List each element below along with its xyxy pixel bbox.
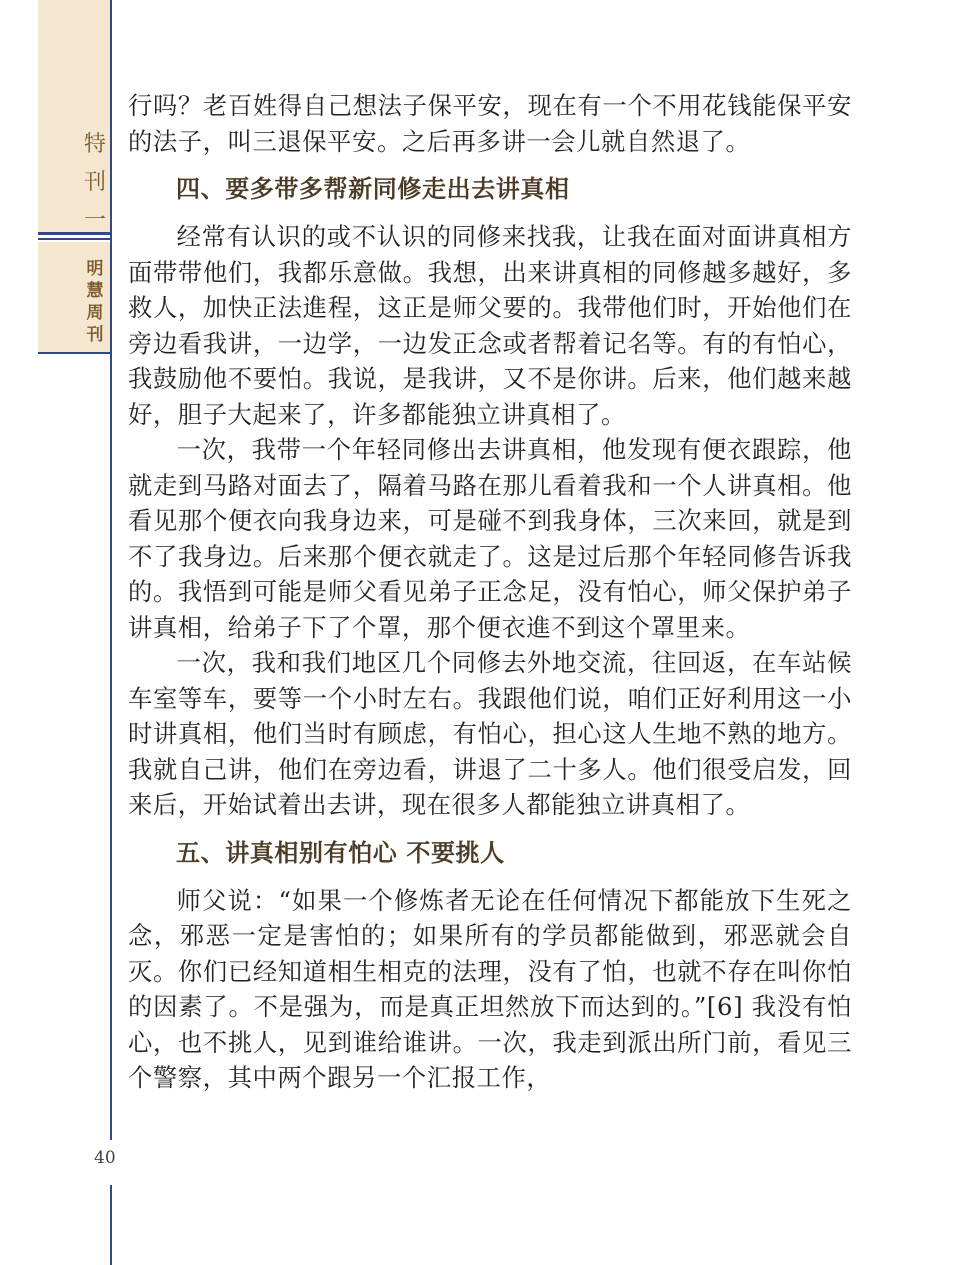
- paragraph: 行吗？老百姓得自己想法子保平安，现在有一个不用花钱能保平安的法子，叫三退保平安。之后再多讲一会儿就自然退了。: [128, 91, 852, 156]
- paragraph: 经常有认识的或不认识的同修来找我，让我在面对面讲真相方面带带他们，我都乐意做。我想，出来讲真相的同修越多越好，多救人，加快正法進程，这正是师父要的。我带他们时，开始他们在旁边看我讲，一边学，一边发正念或者帮着记名等。有的有怕心，我鼓励他不要怕。我说，是我讲，又不是你讲。后来，他们越来越好，胆子大起来了，许多都能独立讲真相了。: [128, 222, 852, 429]
- paragraph: 师父说：“如果一个修炼者无论在任何情况下都能放下生死之念，邪恶一定是害怕的；如果所有的学员都能做到，邪恶就会自灭。你们已经知道相生相克的法理，没有了怕，也就不存在叫你怕的因素了。不是强为，而是真正坦然放下而达到的。”[6] 我没有怕心，也不挑人，见到谁给谁讲。一次，我走到派出所门前，看见三个警察，其中两个跟另一个汇报工作，: [128, 885, 852, 1092]
- publication-name-char: 刊: [86, 325, 104, 345]
- page-number: 40: [94, 1148, 116, 1168]
- margin-line-upper: [110, 0, 112, 1140]
- publication-name-char: 周: [86, 303, 104, 323]
- paragraph: 一次，我和我们地区几个同修去外地交流，往回返，在车站候车室等车，要等一个小时左右。我跟他们说，咱们正好利用这一小时讲真相，他们当时有顾虑，有怕心，担心这人生地不熟的地方。我就自己讲，他们在旁边看，讲退了二十多人。他们很受启发，回来后，开始试着出去讲，现在很多人都能独立讲真相了。: [128, 648, 852, 819]
- section-heading: 五、讲真相别有怕心 不要挑人: [176, 838, 505, 867]
- article-body: [128, 88, 852, 1096]
- running-title: [80, 126, 110, 240]
- paragraph: 一次，我带一个年轻同修出去讲真相，他发现有便衣跟踪，他就走到马路对面去了，隔着马路在那儿看着我和一个人讲真相。他看见那个便衣向我身边来，可是碰不到我身体，三次来回，就是到不了我身边。后来那个便衣就走了。这是过后那个年轻同修告诉我的。我悟到可能是师父看见弟子正念足，没有怕心，师父保护弟子讲真相，给弟子下了个罩，那个便衣進不到这个罩里来。: [128, 435, 852, 642]
- running-title-char: 特: [83, 132, 106, 157]
- publication-name: [82, 258, 108, 346]
- margin-line-lower: [110, 1185, 112, 1265]
- running-title-char: 一: [83, 208, 106, 233]
- publication-name-char: 慧: [86, 281, 104, 301]
- section-heading: 四、要多带多帮新同修走出去讲真相: [176, 175, 570, 203]
- publication-name-char: 明: [86, 259, 104, 279]
- running-title-char: 刊: [83, 170, 106, 195]
